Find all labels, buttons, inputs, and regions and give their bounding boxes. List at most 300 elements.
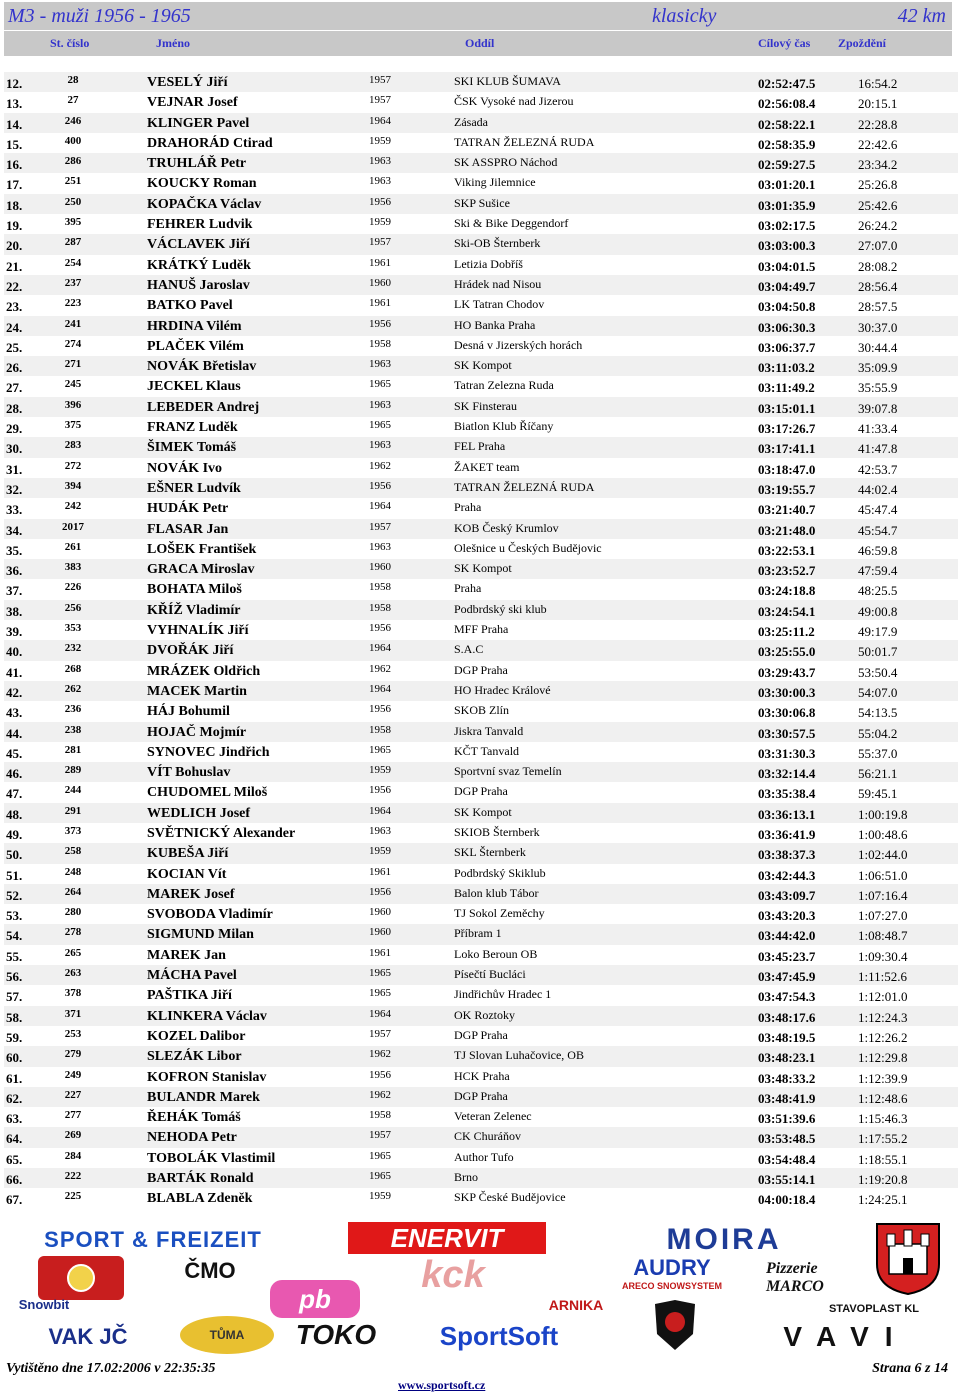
athlete-name-cell: SVOBODA Vladimír xyxy=(147,907,273,923)
finish-time-cell: 03:17:41.1 xyxy=(758,441,816,457)
athlete-name-cell: LOŠEK František xyxy=(147,541,257,557)
athlete-name-cell: KLINGER Pavel xyxy=(147,115,250,131)
finish-time-cell: 03:36:41.9 xyxy=(758,826,816,842)
birth-year-cell: 1959 xyxy=(369,764,391,777)
birth-year-cell: 1960 xyxy=(369,926,391,939)
finish-time-cell: 03:11:03.2 xyxy=(758,360,815,376)
table-row xyxy=(4,600,958,620)
position-cell: 15. xyxy=(6,136,23,152)
col-club: Oddíl xyxy=(465,36,495,50)
start-number-cell: 263 xyxy=(64,967,82,980)
birth-year-cell: 1965 xyxy=(369,967,391,980)
club-cell: SK Kompot xyxy=(454,561,512,576)
time-behind-cell: 49:00.8 xyxy=(858,603,898,619)
finish-time-cell: 03:47:54.3 xyxy=(758,989,816,1005)
position-cell: 36. xyxy=(6,563,23,579)
athlete-name-cell: MAREK Josef xyxy=(147,886,235,902)
start-number-cell: 251 xyxy=(64,175,82,188)
finish-time-cell: 03:44:42.0 xyxy=(758,928,816,944)
table-row xyxy=(4,92,958,112)
finish-time-cell: 03:42:44.3 xyxy=(758,867,816,883)
club-cell: HCK Praha xyxy=(454,1068,510,1083)
start-number-cell: 265 xyxy=(64,946,82,959)
enervit-logo: ENERVIT xyxy=(348,1222,546,1254)
start-number-cell: 400 xyxy=(64,134,82,147)
start-number-cell: 278 xyxy=(64,926,82,939)
table-row xyxy=(4,255,958,275)
finish-time-cell: 02:56:08.4 xyxy=(758,96,816,112)
table-row xyxy=(4,843,958,863)
birth-year-cell: 1960 xyxy=(369,906,391,919)
table-row xyxy=(4,823,958,843)
athlete-name-cell: BOHATA Miloš xyxy=(147,582,242,598)
time-behind-cell: 45:54.7 xyxy=(858,522,898,538)
finish-time-cell: 03:35:38.4 xyxy=(758,786,816,802)
table-row xyxy=(4,173,958,193)
position-cell: 66. xyxy=(6,1172,23,1188)
time-behind-cell: 1:15:46.3 xyxy=(858,1111,908,1127)
hotel-emblem-logo xyxy=(38,1256,124,1300)
athlete-name-cell: KOCIAN Vít xyxy=(147,866,227,882)
birth-year-cell: 1959 xyxy=(369,1190,391,1203)
finish-time-cell: 03:29:43.7 xyxy=(758,664,816,680)
time-behind-cell: 1:12:01.0 xyxy=(858,989,908,1005)
club-cell: SK Kompot xyxy=(454,358,512,373)
athlete-name-cell: KRÁTKÝ Luděk xyxy=(147,257,251,273)
athlete-name-cell: LEBEDER Andrej xyxy=(147,399,260,415)
start-number-cell: 248 xyxy=(64,865,82,878)
position-cell: 39. xyxy=(6,624,23,640)
club-cell: Jindřichův Hradec 1 xyxy=(454,987,552,1002)
birth-year-cell: 1956 xyxy=(369,622,391,635)
table-row xyxy=(4,519,958,539)
position-cell: 23. xyxy=(6,299,23,315)
table-row xyxy=(4,762,958,782)
start-number-cell: 222 xyxy=(64,1170,82,1183)
club-cell: TJ Sokol Zeměchy xyxy=(454,906,545,921)
position-cell: 35. xyxy=(6,542,23,558)
table-row xyxy=(4,214,958,234)
start-number-cell: 256 xyxy=(64,601,82,614)
table-row xyxy=(4,133,958,153)
start-number-cell: 289 xyxy=(64,764,82,777)
birth-year-cell: 1959 xyxy=(369,216,391,229)
athlete-name-cell: NOVÁK Ivo xyxy=(147,460,223,476)
start-number-cell: 373 xyxy=(64,824,82,837)
toko-logo: TOKO xyxy=(295,1319,377,1350)
table-row xyxy=(4,1127,958,1147)
table-row xyxy=(4,945,958,965)
website-link[interactable]: www.sportsoft.cz xyxy=(398,1378,486,1392)
club-cell: SK Finsterau xyxy=(454,398,517,413)
birth-year-cell: 1963 xyxy=(369,824,391,837)
start-number-cell: 281 xyxy=(64,743,82,756)
club-cell: Praha xyxy=(454,581,482,596)
club-cell: Hrádek nad Nisou xyxy=(454,276,542,291)
start-number-cell: 253 xyxy=(64,1027,82,1040)
athlete-name-cell: VÍT Bohuslav xyxy=(147,765,231,781)
club-cell: KOB Český Krumlov xyxy=(454,520,559,535)
table-row xyxy=(4,153,958,173)
athlete-name-cell: HOJAČ Mojmír xyxy=(147,724,247,740)
birth-year-cell: 1957 xyxy=(369,520,391,533)
audry-logo: AUDRY xyxy=(633,1255,711,1280)
start-number-cell: 378 xyxy=(64,987,82,1000)
pb-logo: pb xyxy=(270,1280,360,1318)
position-cell: 37. xyxy=(6,583,23,599)
position-cell: 20. xyxy=(6,238,23,254)
start-number-cell: 261 xyxy=(64,540,82,553)
club-cell: SKP České Budějovice xyxy=(454,1190,566,1205)
birth-year-cell: 1961 xyxy=(369,946,391,959)
position-cell: 14. xyxy=(6,116,23,132)
position-cell: 63. xyxy=(6,1111,23,1127)
table-row xyxy=(4,356,958,376)
start-number-cell: 242 xyxy=(64,500,82,513)
birth-year-cell: 1963 xyxy=(369,540,391,553)
birth-year-cell: 1965 xyxy=(369,1149,391,1162)
col-delay: Zpoždění xyxy=(838,36,887,50)
athlete-name-cell: FRANZ Luděk xyxy=(147,420,238,436)
athlete-name-cell: BATKO Pavel xyxy=(147,298,233,314)
position-cell: 22. xyxy=(6,278,23,294)
birth-year-cell: 1964 xyxy=(369,114,391,127)
time-behind-cell: 26:24.2 xyxy=(858,218,898,234)
time-behind-cell: 27:07.0 xyxy=(858,238,898,254)
athlete-name-cell: FEHRER Ludvik xyxy=(147,217,253,233)
table-row xyxy=(4,681,958,701)
club-cell: ŽAKET team xyxy=(454,459,520,474)
tuma-logo: TŮMA xyxy=(180,1316,274,1354)
start-number-cell: 274 xyxy=(64,337,82,350)
col-number: St. číslo xyxy=(50,36,90,50)
position-cell: 19. xyxy=(6,218,23,234)
athlete-name-cell: MACEK Martin xyxy=(147,683,247,699)
athlete-name-cell: HANUŠ Jaroslav xyxy=(147,277,250,293)
birth-year-cell: 1957 xyxy=(369,1027,391,1040)
position-cell: 46. xyxy=(6,766,23,782)
finish-time-cell: 03:48:41.9 xyxy=(758,1090,816,1106)
time-behind-cell: 25:26.8 xyxy=(858,177,898,193)
athlete-name-cell: FLASAR Jan xyxy=(147,521,229,537)
table-row xyxy=(4,985,958,1005)
club-cell: Letizia Dobříš xyxy=(454,256,523,271)
table-row xyxy=(4,295,958,315)
print-date: Vytištěno dne 17.02:2006 v 22:35:35 xyxy=(6,1361,216,1376)
start-number-cell: 271 xyxy=(64,358,82,371)
position-cell: 56. xyxy=(6,969,23,985)
club-cell: SKL Šternberk xyxy=(454,845,526,860)
birth-year-cell: 1957 xyxy=(369,94,391,107)
finish-time-cell: 03:48:19.5 xyxy=(758,1029,816,1045)
start-number-cell: 223 xyxy=(64,297,82,310)
distance-title: 42 km xyxy=(897,5,946,27)
start-number-cell: 269 xyxy=(64,1129,82,1142)
start-number-cell: 241 xyxy=(64,317,82,330)
athlete-name-cell: MÁCHA Pavel xyxy=(147,968,237,984)
table-row xyxy=(4,924,958,944)
athlete-name-cell: SVĚTNICKÝ Alexander xyxy=(147,825,296,841)
table-row xyxy=(4,620,958,640)
finish-time-cell: 03:25:11.2 xyxy=(758,624,815,640)
table-row xyxy=(4,1087,958,1107)
athlete-name-cell: KOZEL Dalibor xyxy=(147,1028,246,1044)
athlete-name-cell: SIGMUND Milan xyxy=(147,927,254,943)
athlete-name-cell: KOFRON Stanislav xyxy=(147,1069,267,1085)
birth-year-cell: 1963 xyxy=(369,175,391,188)
birth-year-cell: 1965 xyxy=(369,378,391,391)
start-number-cell: 232 xyxy=(64,642,82,655)
birth-year-cell: 1964 xyxy=(369,804,391,817)
club-cell: Podbrdský ski klub xyxy=(454,601,547,616)
castle-coat-of-arms-logo xyxy=(870,1220,946,1296)
finish-time-cell: 03:15:01.1 xyxy=(758,400,816,416)
time-behind-cell: 28:56.4 xyxy=(858,278,898,294)
table-row xyxy=(4,1168,958,1188)
finish-time-cell: 03:24:54.1 xyxy=(758,603,816,619)
table-row xyxy=(4,417,958,437)
vak-jc-logo: VAK JČ xyxy=(48,1324,128,1349)
position-cell: 44. xyxy=(6,725,23,741)
point-shield-logo xyxy=(650,1298,700,1352)
table-row xyxy=(4,904,958,924)
birth-year-cell: 1958 xyxy=(369,1109,391,1122)
time-behind-cell: 48:25.5 xyxy=(858,583,898,599)
birth-year-cell: 1964 xyxy=(369,682,391,695)
time-behind-cell: 30:37.0 xyxy=(858,319,898,335)
time-behind-cell: 23:34.2 xyxy=(858,157,898,173)
time-behind-cell: 1:07:16.4 xyxy=(858,887,908,903)
table-row xyxy=(4,1067,958,1087)
club-cell: SKIOB Šternberk xyxy=(454,824,540,839)
start-number-cell: 284 xyxy=(64,1149,82,1162)
club-cell: FEL Praha xyxy=(454,439,506,454)
table-row xyxy=(4,437,958,457)
time-behind-cell: 28:57.5 xyxy=(858,299,898,315)
time-behind-cell: 59:45.1 xyxy=(858,786,898,802)
club-cell: Zásada xyxy=(454,114,488,129)
finish-time-cell: 02:58:22.1 xyxy=(758,116,816,132)
club-cell: SKOB Zlín xyxy=(454,703,510,718)
category-title: M3 - muži 1956 - 1965 xyxy=(8,5,191,27)
athlete-name-cell: TRUHLÁŘ Petr xyxy=(147,156,247,172)
club-cell: Jiskra Tanvald xyxy=(454,723,524,738)
time-behind-cell: 1:12:26.2 xyxy=(858,1029,908,1045)
athlete-name-cell: SLEZÁK Libor xyxy=(147,1049,242,1065)
finish-time-cell: 03:24:18.8 xyxy=(758,583,816,599)
position-cell: 64. xyxy=(6,1131,23,1147)
birth-year-cell: 1961 xyxy=(369,256,391,269)
club-cell: SK Kompot xyxy=(454,804,512,819)
birth-year-cell: 1964 xyxy=(369,500,391,513)
birth-year-cell: 1958 xyxy=(369,601,391,614)
birth-year-cell: 1957 xyxy=(369,1129,391,1142)
sportsoft-logo: SportSoft xyxy=(439,1320,559,1351)
birth-year-cell: 1956 xyxy=(369,195,391,208)
athlete-name-cell: HÁJ Bohumil xyxy=(147,704,230,720)
table-row xyxy=(4,1107,958,1127)
athlete-name-cell: MAREK Jan xyxy=(147,947,226,963)
start-number-cell: 27 xyxy=(67,94,79,107)
birth-year-cell: 1962 xyxy=(369,662,391,675)
finish-time-cell: 03:04:49.7 xyxy=(758,278,816,294)
position-cell: 32. xyxy=(6,481,23,497)
birth-year-cell: 1960 xyxy=(369,276,391,289)
finish-time-cell: 03:17:26.7 xyxy=(758,421,816,437)
position-cell: 41. xyxy=(6,664,23,680)
club-cell: MFF Praha xyxy=(454,622,509,637)
finish-time-cell: 03:54:48.4 xyxy=(758,1151,816,1167)
table-row xyxy=(4,742,958,762)
position-cell: 34. xyxy=(6,522,23,538)
time-behind-cell: 35:09.9 xyxy=(858,360,898,376)
position-cell: 50. xyxy=(6,847,23,863)
time-behind-cell: 39:07.8 xyxy=(858,400,898,416)
athlete-name-cell: BULANDR Marek xyxy=(147,1089,260,1105)
athlete-name-cell: KŘÍŽ Vladimír xyxy=(147,602,241,618)
table-row xyxy=(4,498,958,518)
finish-time-cell: 03:21:48.0 xyxy=(758,522,816,538)
athlete-name-cell: GRACA Miroslav xyxy=(147,562,255,578)
table-row xyxy=(4,579,958,599)
birth-year-cell: 1958 xyxy=(369,337,391,350)
athlete-name-cell: HUDÁK Petr xyxy=(147,501,229,517)
start-number-cell: 283 xyxy=(64,439,82,452)
club-cell: Ski-OB Šternberk xyxy=(454,236,541,251)
table-row xyxy=(4,376,958,396)
pizzerie-marco-logo: Pizzerie MARCO xyxy=(766,1260,824,1295)
birth-year-cell: 1956 xyxy=(369,479,391,492)
table-row xyxy=(4,275,958,295)
athlete-name-cell: CHUDOMEL Miloš xyxy=(147,785,268,801)
finish-time-cell: 03:48:17.6 xyxy=(758,1009,816,1025)
table-row xyxy=(4,234,958,254)
start-number-cell: 238 xyxy=(64,723,82,736)
table-row xyxy=(4,316,958,336)
birth-year-cell: 1965 xyxy=(369,743,391,756)
time-behind-cell: 25:42.6 xyxy=(858,197,898,213)
birth-year-cell: 1958 xyxy=(369,723,391,736)
position-cell: 17. xyxy=(6,177,23,193)
finish-time-cell: 03:06:30.3 xyxy=(758,319,816,335)
table-row xyxy=(4,336,958,356)
table-row xyxy=(4,965,958,985)
athlete-name-cell: MRÁZEK Oldřich xyxy=(147,663,261,679)
time-behind-cell: 1:02:44.0 xyxy=(858,847,908,863)
athlete-name-cell: VESELÝ Jiří xyxy=(147,75,228,90)
page-indicator: Strana 6 z 14 xyxy=(872,1361,948,1376)
position-cell: 61. xyxy=(6,1070,23,1086)
athlete-name-cell: DVOŘÁK Jiří xyxy=(147,643,234,659)
finish-time-cell: 03:53:48.5 xyxy=(758,1131,816,1147)
start-number-cell: 383 xyxy=(64,561,82,574)
start-number-cell: 250 xyxy=(64,195,82,208)
athlete-name-cell: PAŠTIKA Jiří xyxy=(147,988,232,1004)
table-row xyxy=(4,701,958,721)
athlete-name-cell: WEDLICH Josef xyxy=(147,805,251,821)
club-cell: HO Banka Praha xyxy=(454,317,536,332)
time-behind-cell: 1:18:55.1 xyxy=(858,1151,908,1167)
table-row xyxy=(4,559,958,579)
time-behind-cell: 1:00:48.6 xyxy=(858,826,908,842)
column-header-row xyxy=(4,31,952,56)
position-cell: 43. xyxy=(6,705,23,721)
finish-time-cell: 03:02:17.5 xyxy=(758,218,816,234)
table-row xyxy=(4,864,958,884)
athlete-name-cell: DRAHORÁD Ctirad xyxy=(147,135,273,151)
time-behind-cell: 1:08:48.7 xyxy=(858,928,908,944)
sport-freizeit-logo: SPORT & FREIZEIT xyxy=(44,1227,262,1252)
start-number-cell: 28 xyxy=(67,74,79,86)
club-cell: Loko Beroun OB xyxy=(454,946,538,961)
club-cell: DGP Praha xyxy=(454,1027,508,1042)
time-behind-cell: 50:01.7 xyxy=(858,644,898,660)
athlete-name-cell: BARTÁK Ronald xyxy=(147,1171,254,1187)
style-title: klasicky xyxy=(652,5,717,27)
table-row xyxy=(4,803,958,823)
table-row xyxy=(4,72,958,92)
finish-time-cell: 03:43:20.3 xyxy=(758,908,816,924)
time-behind-cell: 1:12:39.9 xyxy=(858,1070,908,1086)
athlete-name-cell: TOBOLÁK Vlastimil xyxy=(147,1150,276,1166)
club-cell: DGP Praha xyxy=(454,784,508,799)
finish-time-cell: 03:04:01.5 xyxy=(758,258,816,274)
time-behind-cell: 1:07:27.0 xyxy=(858,908,908,924)
birth-year-cell: 1956 xyxy=(369,317,391,330)
finish-time-cell: 03:11:49.2 xyxy=(758,380,815,396)
finish-time-cell: 03:38:37.3 xyxy=(758,847,816,863)
start-number-cell: 249 xyxy=(64,1068,82,1081)
start-number-cell: 286 xyxy=(64,155,82,168)
club-cell: Příbram 1 xyxy=(454,926,502,941)
finish-time-cell: 03:48:23.1 xyxy=(758,1050,816,1066)
finish-time-cell: 03:51:39.6 xyxy=(758,1111,816,1127)
start-number-cell: 353 xyxy=(64,622,82,635)
athlete-name-cell: KUBEŠA Jiří xyxy=(147,846,229,862)
finish-time-cell: 03:23:52.7 xyxy=(758,563,816,579)
position-cell: 16. xyxy=(6,157,23,173)
header-separator xyxy=(4,57,952,71)
birth-year-cell: 1956 xyxy=(369,703,391,716)
finish-time-cell: 03:06:37.7 xyxy=(758,339,816,355)
time-behind-cell: 1:11:52.6 xyxy=(858,969,907,985)
position-cell: 47. xyxy=(6,786,23,802)
position-cell: 28. xyxy=(6,400,23,416)
position-cell: 40. xyxy=(6,644,23,660)
birth-year-cell: 1961 xyxy=(369,865,391,878)
finish-time-cell: 03:18:47.0 xyxy=(758,461,816,477)
time-behind-cell: 35:55.9 xyxy=(858,380,898,396)
start-number-cell: 244 xyxy=(64,784,82,797)
club-cell: SKI KLUB ŠUMAVA xyxy=(454,74,561,88)
table-row xyxy=(4,113,958,133)
time-behind-cell: 1:12:24.3 xyxy=(858,1009,908,1025)
finish-time-cell: 03:48:33.2 xyxy=(758,1070,816,1086)
moira-logo: MOIRA xyxy=(666,1223,782,1256)
birth-year-cell: 1959 xyxy=(369,134,391,147)
position-cell: 38. xyxy=(6,603,23,619)
finish-time-cell: 03:55:14.1 xyxy=(758,1172,816,1188)
birth-year-cell: 1956 xyxy=(369,885,391,898)
time-behind-cell: 56:21.1 xyxy=(858,766,898,782)
position-cell: 55. xyxy=(6,948,23,964)
birth-year-cell: 1965 xyxy=(369,1170,391,1183)
position-cell: 65. xyxy=(6,1151,23,1167)
finish-time-cell: 03:36:13.1 xyxy=(758,806,816,822)
club-cell: DGP Praha xyxy=(454,1088,508,1103)
club-cell: TATRAN ŽELEZNÁ RUDA xyxy=(454,134,595,149)
finish-time-cell: 03:32:14.4 xyxy=(758,766,816,782)
